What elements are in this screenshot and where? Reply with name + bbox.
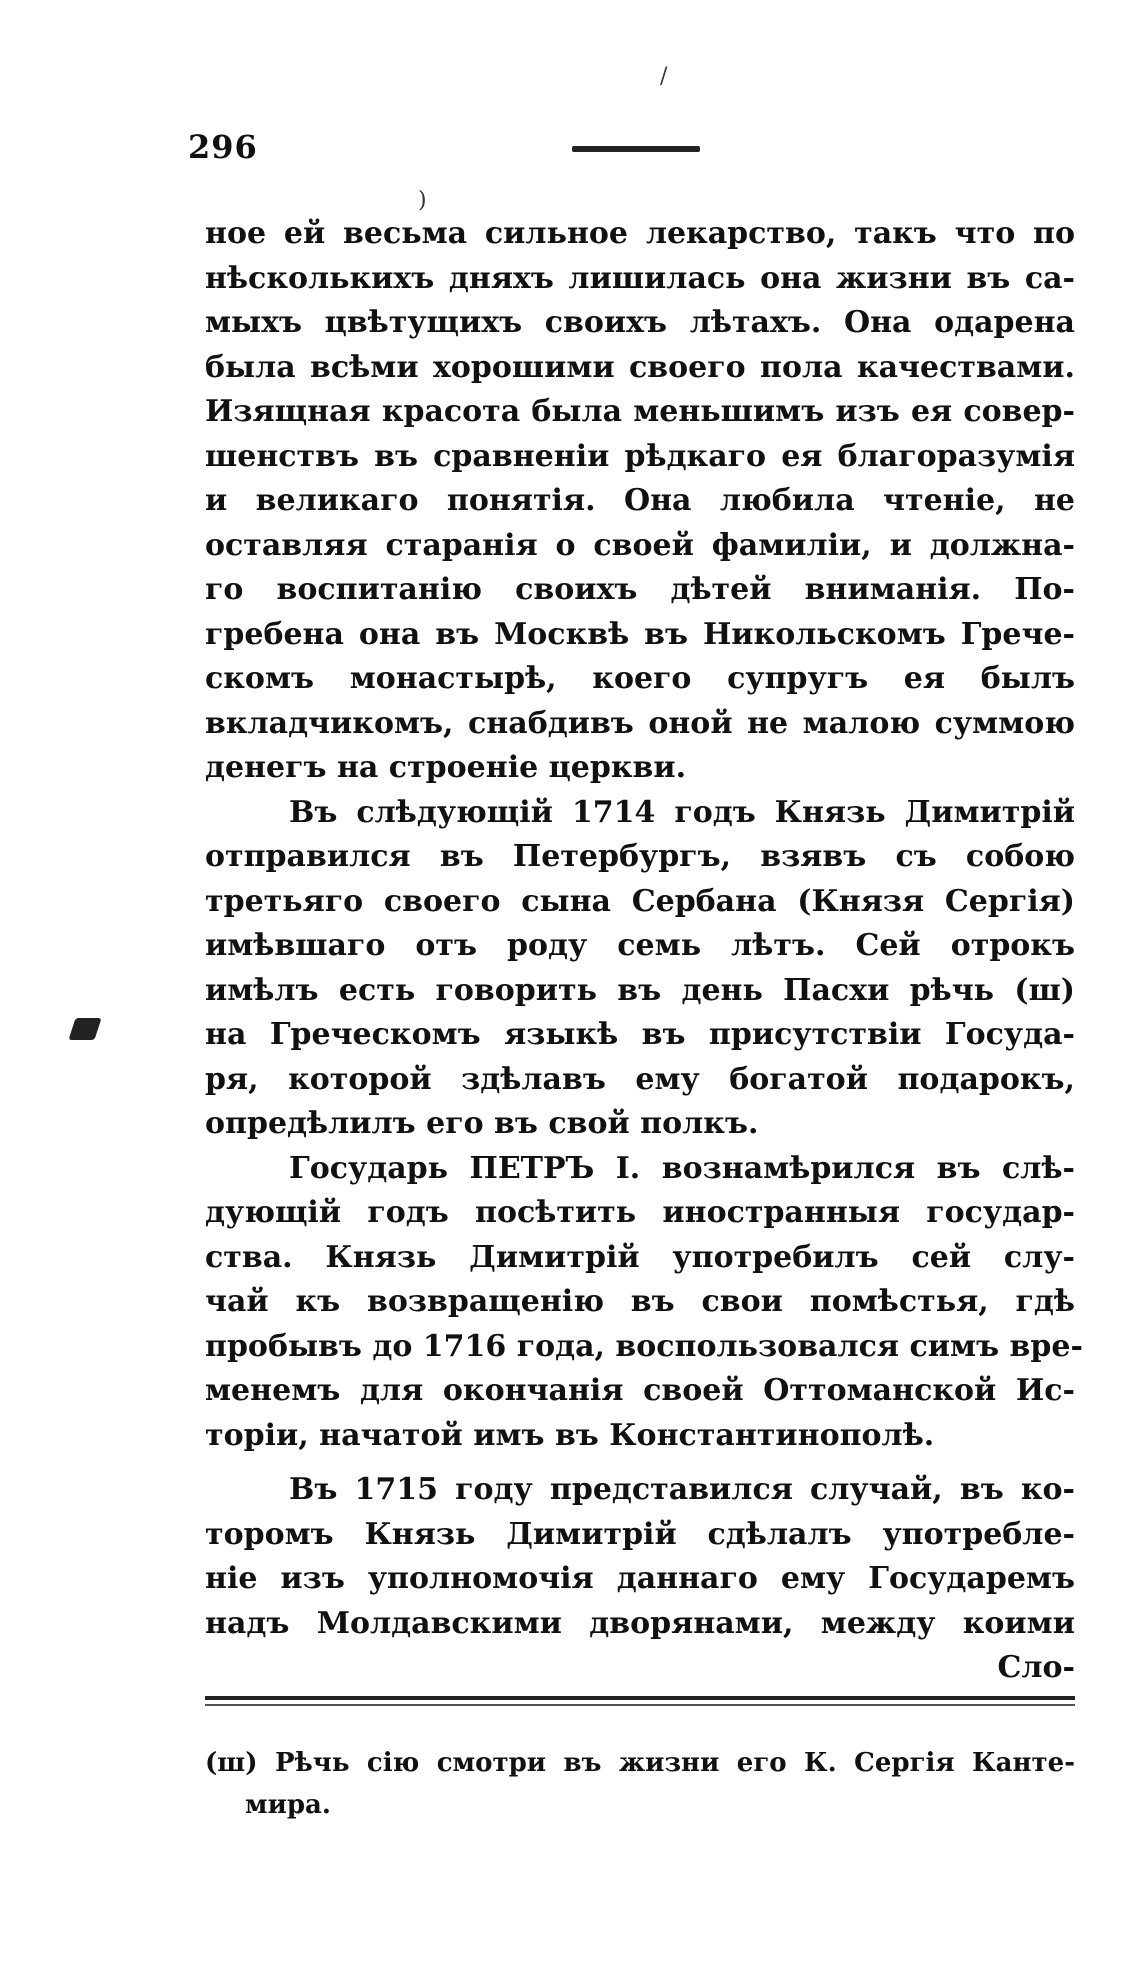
footnote-line: (ш) Рѣчь сію смотри въ жизни его К. Сергія Канте- [205,1748,1075,1778]
footnote [205,1742,1075,1826]
footnote-rule-thin [205,1704,1075,1706]
text-line: скомъ монастырѣ, коего супругъ ея былъ [205,661,1075,696]
text-line: шенствъ въ сравненіи рѣдкаго ея благоразумія [205,438,1075,474]
text-line: Изящная красота была меньшимъ изъ ея совер- [205,394,1075,429]
text-line: на Греческомъ языкѣ въ присутствіи Госуда- [205,1017,1075,1052]
header-ornament-rule [572,146,700,152]
text-line: Въ 1715 году представился случай, въ ко- [289,1472,1075,1507]
text-line: ства. Князь Димитрій употребилъ сей слу- [205,1239,1075,1275]
margin-ink-blot [68,1018,101,1040]
text-line: Въ слѣдующій 1714 годъ Князь Димитрій [289,794,1075,830]
text-line: ніе изъ уполномочія даннаго ему Государемъ [205,1561,1075,1596]
text-line: Государь ПЕТРЪ I. вознамѣрился въ слѣ- [289,1150,1075,1186]
text-line: ря, которой здѣлавъ ему богатой подарокъ, [205,1061,1075,1097]
text-line: третьяго своего сына Сербана (Князя Сергія) [205,883,1075,919]
catchword: Сло- [997,1650,1075,1685]
page-number: 296 [188,128,258,166]
body-text [205,212,1083,1691]
text-line: и великаго понятія. Она любила чтеніе, не [205,483,1075,518]
paragraph-gap [205,1458,1075,1468]
text-line: была всѣми хорошими своего пола качествами. [205,349,1075,385]
text-line: денегъ на строеніе церкви. [205,750,687,785]
text-line: оставляя старанія о своей фамиліи, и должна- [205,527,1075,563]
text-line: менемъ для окончанія своей Оттоманской Ис- [205,1373,1075,1408]
text-line: пробывъ до 1716 года, воспользовался симъ вре- [205,1328,1083,1364]
stray-ink-mark: ) [418,188,427,213]
text-line: отправился въ Петербургъ, взявъ съ собою [205,839,1075,874]
text-line: торіи, начатой имъ въ Константинополѣ. [205,1417,935,1453]
text-line: имѣлъ есть говорить въ день Пасхи рѣчь (ш) [205,972,1075,1008]
text-line: ное ей весьма сильное лекарство, такъ что по [205,216,1075,251]
text-line: дующій годъ посѣтить иностранныя государ- [205,1195,1075,1230]
text-line: чай къ возвращенію въ свои помѣстья, гдѣ [205,1284,1075,1319]
text-line: опредѣлилъ его въ свой полкъ. [205,1106,759,1141]
text-line: вкладчикомъ, снабдивъ оной не малою суммою [205,705,1075,741]
footnote-line: мира. [245,1790,331,1820]
text-line: го воспитанію своихъ дѣтей вниманія. По- [205,572,1075,607]
text-line: мыхъ цвѣтущихъ своихъ лѣтахъ. Она одарена [205,305,1075,340]
stray-ink-mark: / [660,64,668,89]
text-line: надъ Молдавскими дворянами, между коими [205,1605,1075,1641]
text-line: нѣсколькихъ дняхъ лишилась она жизни въ са- [205,260,1075,296]
text-line: имѣвшаго отъ роду семь лѣтъ. Сей отрокъ [205,928,1075,963]
footnote-rule [205,1696,1075,1700]
text-line: торомъ Князь Димитрій сдѣлалъ употребле- [205,1516,1075,1552]
text-line: гребена она въ Москвѣ въ Никольскомъ Грече- [205,616,1075,652]
